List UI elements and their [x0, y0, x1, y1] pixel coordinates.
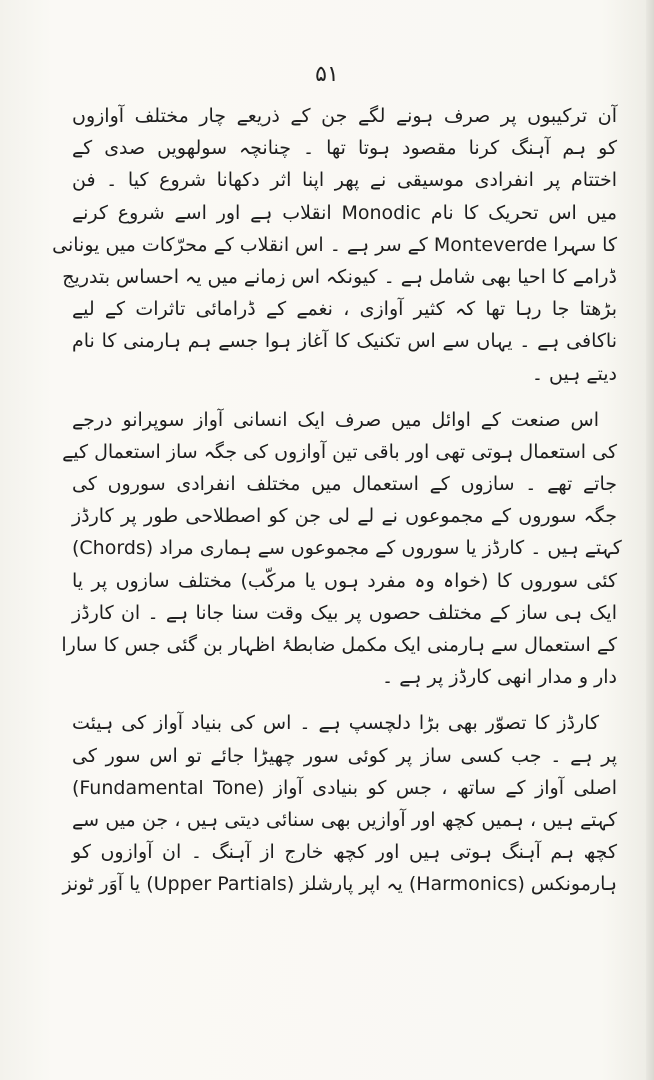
- text-line: اصلی آواز کے ساتھ ، جس کو بنیادی آواز (Fundamental Tone): [72, 776, 617, 799]
- text-line: کے استعمال سے ہارمنی ایک مکمل ضابطۂ اظہار بن گئی جس کا سارا: [61, 634, 617, 656]
- text-line: ہارمونکس (Harmonics) یہ اپر پارشلز (Upper Partials) یا آوَر ٹونز: [62, 873, 617, 896]
- text-line: (Chords) کہتے ہیں ۔ کارڈز یا سوروں کے مجموعوں سے ہماری مراد: [72, 537, 622, 560]
- page-number: ۵۱: [315, 62, 339, 87]
- text-line: کی استعمال ہوتی تھی اور باقی تین آوازوں کی جگہ ساز استعمال کیے: [62, 440, 617, 463]
- body-text: [52, 100, 622, 901]
- text-line: جگہ سوروں کے مجموعوں نے لے لی جن کو اصطلاحی طور پر کارڈز: [72, 505, 617, 528]
- text-line: کئی سوروں کا (خواہ وہ مفرد ہوں یا مرکّب) مختلف سازوں پر یا: [72, 569, 617, 592]
- text-line: دیتے ہیں ۔: [531, 362, 617, 385]
- text-line: کو ہم آہنگ کرنا مقصود ہوتا تھا ۔ چنانچہ سولھویں صدی کے: [72, 137, 617, 160]
- text-line: کارڈز کا تصوّر بھی بڑا دلچسپ ہے ۔ اس کی بنیاد آواز کی ہیئت: [72, 712, 599, 735]
- text-line: کا سہرا Monteverde کے سر ہے ۔ اس انقلاب کے محرّکات میں یونانی: [52, 233, 617, 256]
- text-line: ایک ہی ساز کے مختلف حصوں پر بیک وقت سنا جانا ہے ۔ ان کارڈز: [72, 601, 617, 624]
- text-line: کچھ ہم آہنگ ہوتی ہیں اور کچھ خارج از آہنگ ۔ ان آوازوں کو: [72, 841, 617, 864]
- text-line: دار و مدار انھی کارڈز پر ہے ۔: [382, 666, 617, 689]
- text-line: میں اس تحریک کا نام Monodic انقلاب ہے اور اسے شروع کرنے: [72, 201, 617, 224]
- text-line: ناکافی ہے ۔ یہاں سے اس تکنیک کا آغاز ہوا جسے ہم ہارمنی کا نام: [72, 330, 617, 353]
- page-edge-shadow: [646, 0, 654, 1080]
- text-line: اختتام پر انفرادی موسیقی نے پھر اپنا اثر دکھانا شروع کیا ۔ فن: [72, 169, 617, 192]
- paragraph-gap: [72, 390, 617, 404]
- text-line: اس صنعت کے اوائل میں صرف ایک انسانی آواز سوپرانو درجے: [72, 408, 599, 431]
- text-line: آن ترکیبوں پر صرف ہونے لگے جن کے ذریعے چار مختلف آوازوں: [72, 105, 617, 127]
- paragraph-gap: [72, 693, 617, 707]
- text-line: ڈرامے کا احیا بھی شامل ہے ۔ کیونکہ اس زمانے میں یہ احساس بتدریج: [62, 265, 617, 288]
- text-line: پر ہے ۔ جب کسی ساز پر کوئی سور چھیڑا جائے تو اس سور کی: [72, 744, 617, 767]
- text-line: بڑھتا جا رہا تھا کہ کثیر آوازی ، نغمے کے ڈرامائی تاثرات کے لیے: [72, 298, 617, 321]
- text-line: جاتے تھے ۔ سازوں کے استعمال میں مختلف انفرادی سوروں کی: [72, 473, 617, 496]
- text-line: کہتے ہیں ، ہمیں کچھ اور آوازیں بھی سنائی دیتی ہیں ، جن میں سے: [72, 808, 617, 831]
